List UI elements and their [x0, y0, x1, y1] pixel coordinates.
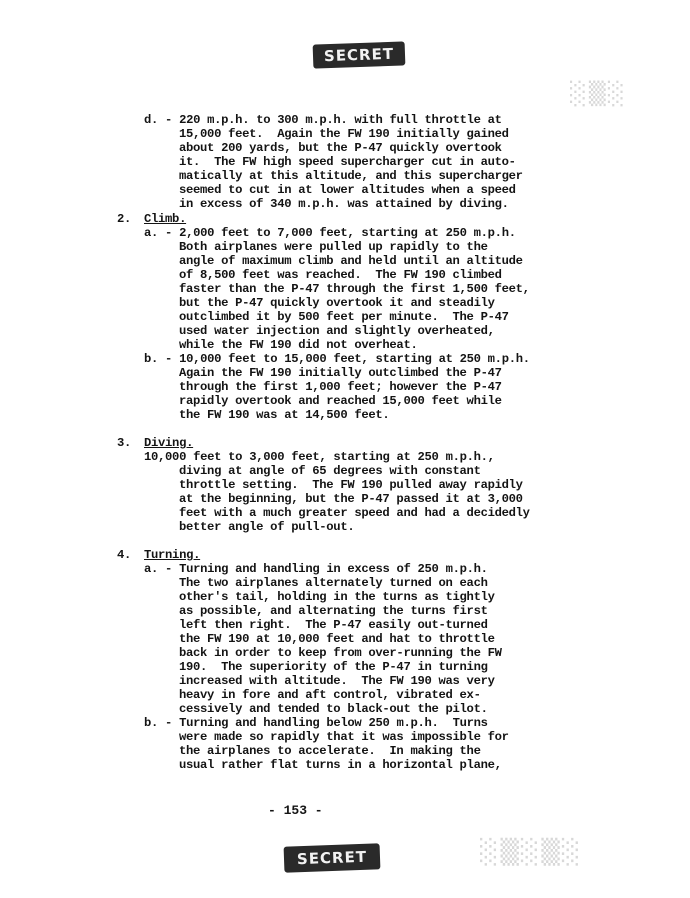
bleed-through-mark-bottom: ░▒░▒░	[480, 838, 583, 866]
text-line: but the P-47 quickly overtook it and steadily	[179, 296, 495, 310]
text-line: the FW 190 was at 14,500 feet.	[179, 408, 390, 422]
text-line: seemed to cut in at lower altitudes when a speed	[179, 183, 516, 197]
text-line: at the beginning, but the P-47 passed it at 3,000	[179, 492, 523, 506]
text-line: used water injection and slightly overheated,	[179, 324, 495, 338]
secret-stamp-top: SECRET	[313, 41, 406, 68]
bleed-through-mark-top: ░▒░	[570, 82, 627, 107]
text-line: matically at this altitude, and this supercharger	[179, 169, 523, 183]
text-line: The two airplanes alternately turned on each	[179, 576, 488, 590]
section-number: 2.	[117, 212, 132, 226]
text-line: while the FW 190 did not overheat.	[179, 338, 418, 352]
text-line: about 200 yards, but the P-47 quickly overtook	[179, 141, 502, 155]
text-line: feet with a much greater speed and had a decidedly	[179, 506, 530, 520]
text-line: angle of maximum climb and held until an altitude	[179, 254, 523, 268]
text-line: 190. The superiority of the P-47 in turning	[179, 660, 488, 674]
text-line: as possible, and alternating the turns first	[179, 604, 488, 618]
section-heading-climb: Climb.	[144, 212, 187, 226]
text-line: usual rather flat turns in a horizontal plane,	[179, 758, 502, 772]
text-line: were made so rapidly that it was impossible for	[179, 730, 509, 744]
text-line: faster than the P-47 through the first 1,500 feet,	[179, 282, 530, 296]
text-line: heavy in fore and aft control, vibrated ex-	[179, 688, 481, 702]
page-number: - 153 -	[268, 803, 323, 818]
text-line: in excess of 340 m.p.h. was attained by diving.	[179, 197, 509, 211]
text-line: cessively and tended to black-out the pilot.	[179, 702, 488, 716]
text-line: a. - Turning and handling in excess of 250 m.p.h.	[144, 562, 488, 576]
text-line: outclimbed it by 500 feet per minute. The P-47	[179, 310, 509, 324]
text-line: throttle setting. The FW 190 pulled away rapidly	[179, 478, 523, 492]
text-line: better angle of pull-out.	[179, 520, 355, 534]
text-line: b. - Turning and handling below 250 m.p.h. Turns	[144, 716, 488, 730]
text-line: of 8,500 feet was reached. The FW 190 climbed	[179, 268, 502, 282]
text-line: a. - 2,000 feet to 7,000 feet, starting at 250 m.p.h.	[144, 226, 516, 240]
text-line: Both airplanes were pulled up rapidly to the	[179, 240, 488, 254]
text-line: back in order to keep from over-running the FW	[179, 646, 502, 660]
text-line: d. - 220 m.p.h. to 300 m.p.h. with full throttle at	[144, 113, 502, 127]
text-line: the airplanes to accelerate. In making the	[179, 744, 481, 758]
text-line: left then right. The P-47 easily out-turned	[179, 618, 488, 632]
text-line: other's tail, holding in the turns as tightly	[179, 590, 495, 604]
secret-stamp-bottom: SECRET	[284, 843, 381, 872]
text-line: increased with altitude. The FW 190 was very	[179, 674, 495, 688]
text-line: through the first 1,000 feet; however the P-47	[179, 380, 502, 394]
text-line: Again the FW 190 initially outclimbed the P-47	[179, 366, 502, 380]
section-heading-turning: Turning.	[144, 548, 201, 562]
text-line: 15,000 feet. Again the FW 190 initially gained	[179, 127, 509, 141]
text-line: the FW 190 at 10,000 feet and hat to throttle	[179, 632, 495, 646]
text-line: rapidly overtook and reached 15,000 feet while	[179, 394, 502, 408]
section-heading-diving: Diving.	[144, 436, 194, 450]
text-line: diving at angle of 65 degrees with constant	[179, 464, 481, 478]
text-line: b. - 10,000 feet to 15,000 feet, starting at 250 m.p.h.	[144, 352, 530, 366]
section-number: 3.	[117, 436, 132, 450]
text-line: it. The FW high speed supercharger cut in auto-	[179, 155, 516, 169]
section-number: 4.	[117, 548, 132, 562]
text-line: 10,000 feet to 3,000 feet, starting at 250 m.p.h.,	[144, 450, 495, 464]
